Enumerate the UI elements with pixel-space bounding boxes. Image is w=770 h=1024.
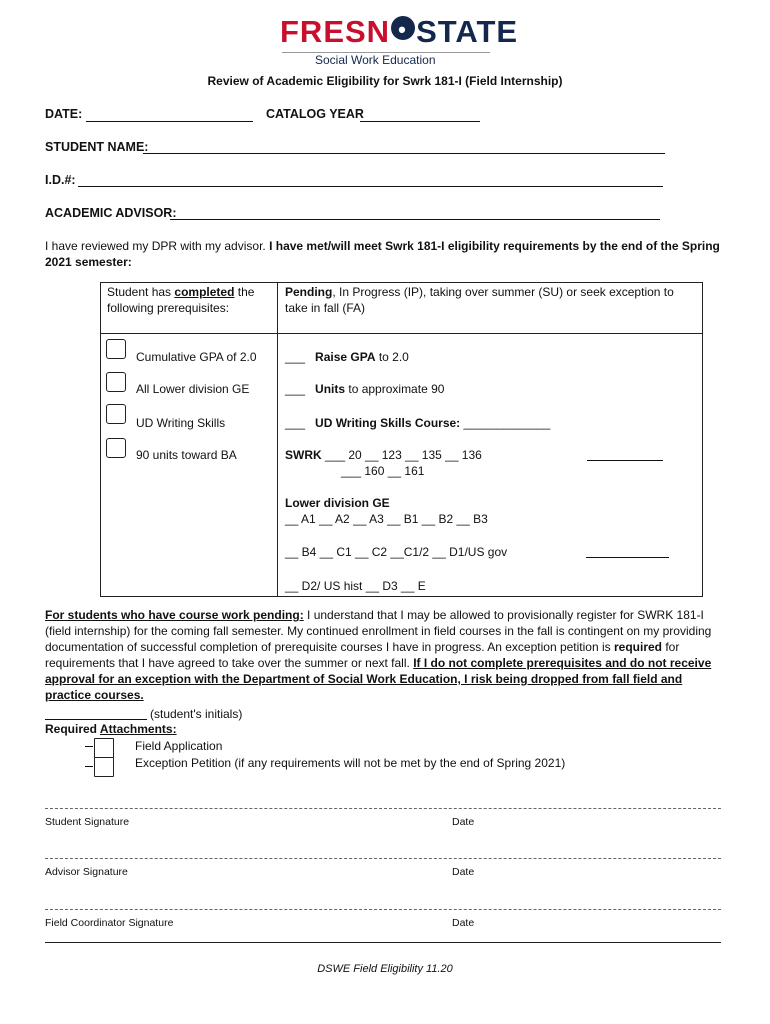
checkbox-ud-writing[interactable] [106, 404, 126, 424]
initials-field[interactable] [45, 719, 147, 720]
ge-label: Lower division GE [285, 496, 390, 510]
swrk-row-2: ___ 160 __ 161 [341, 464, 425, 478]
swrk-row: SWRK ___ 20 __ 123 __ 135 __ 136 [285, 448, 482, 462]
pending-note-warning: If I do not complete prerequisites and do not receive approval for an exception with the Department of Social Work Education, I risk being dropped from fall field and practice courses. [45, 656, 712, 702]
checkbox-gpa[interactable] [106, 339, 126, 359]
catalog-year-label: CATALOG YEAR [266, 107, 364, 121]
coordinator-date-label: Date [452, 917, 475, 929]
footer-divider [45, 942, 721, 943]
attachment-field-application: Field Application [135, 739, 223, 753]
attachment-exception-petition: Exception Petition (if any requirements will not be met by the end of Spring 2021) [135, 756, 566, 770]
attachments-heading: Required Attachments: [45, 722, 177, 736]
statement-plain: I have reviewed my DPR with my advisor. [45, 239, 270, 253]
ge-row-3: __ D2/ US hist __ D3 __ E [285, 579, 426, 593]
pending-gpa: ___ Raise GPA to 2.0 [285, 350, 409, 364]
footer-text: DSWE Field Eligibility 11.20 [317, 963, 453, 975]
checkbox-exception-petition[interactable] [94, 757, 114, 777]
checkbox-field-application[interactable] [94, 738, 114, 758]
fresno-state-logo [280, 12, 518, 52]
pending-units: ___ Units to approximate 90 [285, 382, 445, 396]
checkbox-lower-ge[interactable] [106, 372, 126, 392]
statement-bold: I have met/will meet Swrk 181-I eligibility requirements by the end of the Spring 2021 semester: [45, 239, 720, 269]
initials-label: (student's initials) [150, 707, 243, 721]
logo-word-state: STATE [416, 14, 519, 49]
date-label: DATE: [45, 107, 83, 121]
ge-row-1: __ A1 __ A2 __ A3 __ B1 __ B2 __ B3 [285, 512, 488, 526]
student-name-label: STUDENT NAME: [45, 140, 149, 154]
completed-item-lower-ge: All Lower division GE [136, 382, 250, 396]
checkbox-90-units[interactable] [106, 438, 126, 458]
advisor-signature-label: Advisor Signature [45, 866, 128, 878]
pending-writing: ___ UD Writing Skills Course: _____________ [285, 416, 551, 430]
completed-header: Student has completed the following prerequisites: [107, 285, 255, 315]
prerequisites-table [100, 282, 703, 597]
swrk-other-field[interactable] [587, 460, 663, 461]
form-title: Review of Academic Eligibility for Swrk 181-I (Field Internship) [207, 74, 563, 88]
eligibility-statement [45, 238, 725, 270]
logo-word-fresn: FRESN [280, 14, 391, 49]
coordinator-signature-line[interactable] [45, 909, 721, 910]
catalog-year-field[interactable] [360, 121, 480, 122]
completed-item-gpa: Cumulative GPA of 2.0 [136, 350, 257, 364]
id-label: I.D.#: [45, 173, 76, 187]
academic-advisor-label: ACADEMIC ADVISOR: [45, 206, 177, 220]
student-date-label: Date [452, 816, 475, 828]
date-field[interactable] [86, 121, 253, 122]
coordinator-signature-label: Field Coordinator Signature [45, 917, 174, 929]
pending-coursework-note: For students who have course work pending: I understand that I may be allowed to provisionally register for SWRK 181-I (field internship) for the coming fall semester. My continued enrollment in field courses in the fall is contingent on my providing documentation of successful completion of prerequisite courses I have in progress. An exception petition is required for requirements that I have agreed to take over the summer or next fall. If I do not complete prerequisites and do not receive approval for an exception with the Department of Social Work Education, I risk being dropped from fall field and practice courses. [45, 608, 712, 702]
paw-icon [391, 16, 415, 40]
advisor-signature-line[interactable] [45, 858, 721, 859]
id-field[interactable] [78, 186, 663, 187]
logo-subtitle: Social Work Education [315, 53, 436, 67]
student-signature-label: Student Signature [45, 816, 130, 828]
completed-item-90-units: 90 units toward BA [136, 448, 237, 462]
completed-item-ud-writing: UD Writing Skills [136, 416, 226, 430]
student-name-field[interactable] [143, 153, 665, 154]
ge-row-2: __ B4 __ C1 __ C2 __C1/2 __ D1/US gov [285, 545, 508, 559]
student-signature-line[interactable] [45, 808, 721, 809]
advisor-date-label: Date [452, 866, 475, 878]
ge-other-field[interactable] [586, 557, 669, 558]
pending-header: Pending, In Progress (IP), taking over summer (SU) or seek exception to take in fall (FA) [285, 285, 674, 315]
academic-advisor-field[interactable] [170, 219, 660, 220]
pending-note-heading: For students who have course work pending: [45, 608, 304, 622]
